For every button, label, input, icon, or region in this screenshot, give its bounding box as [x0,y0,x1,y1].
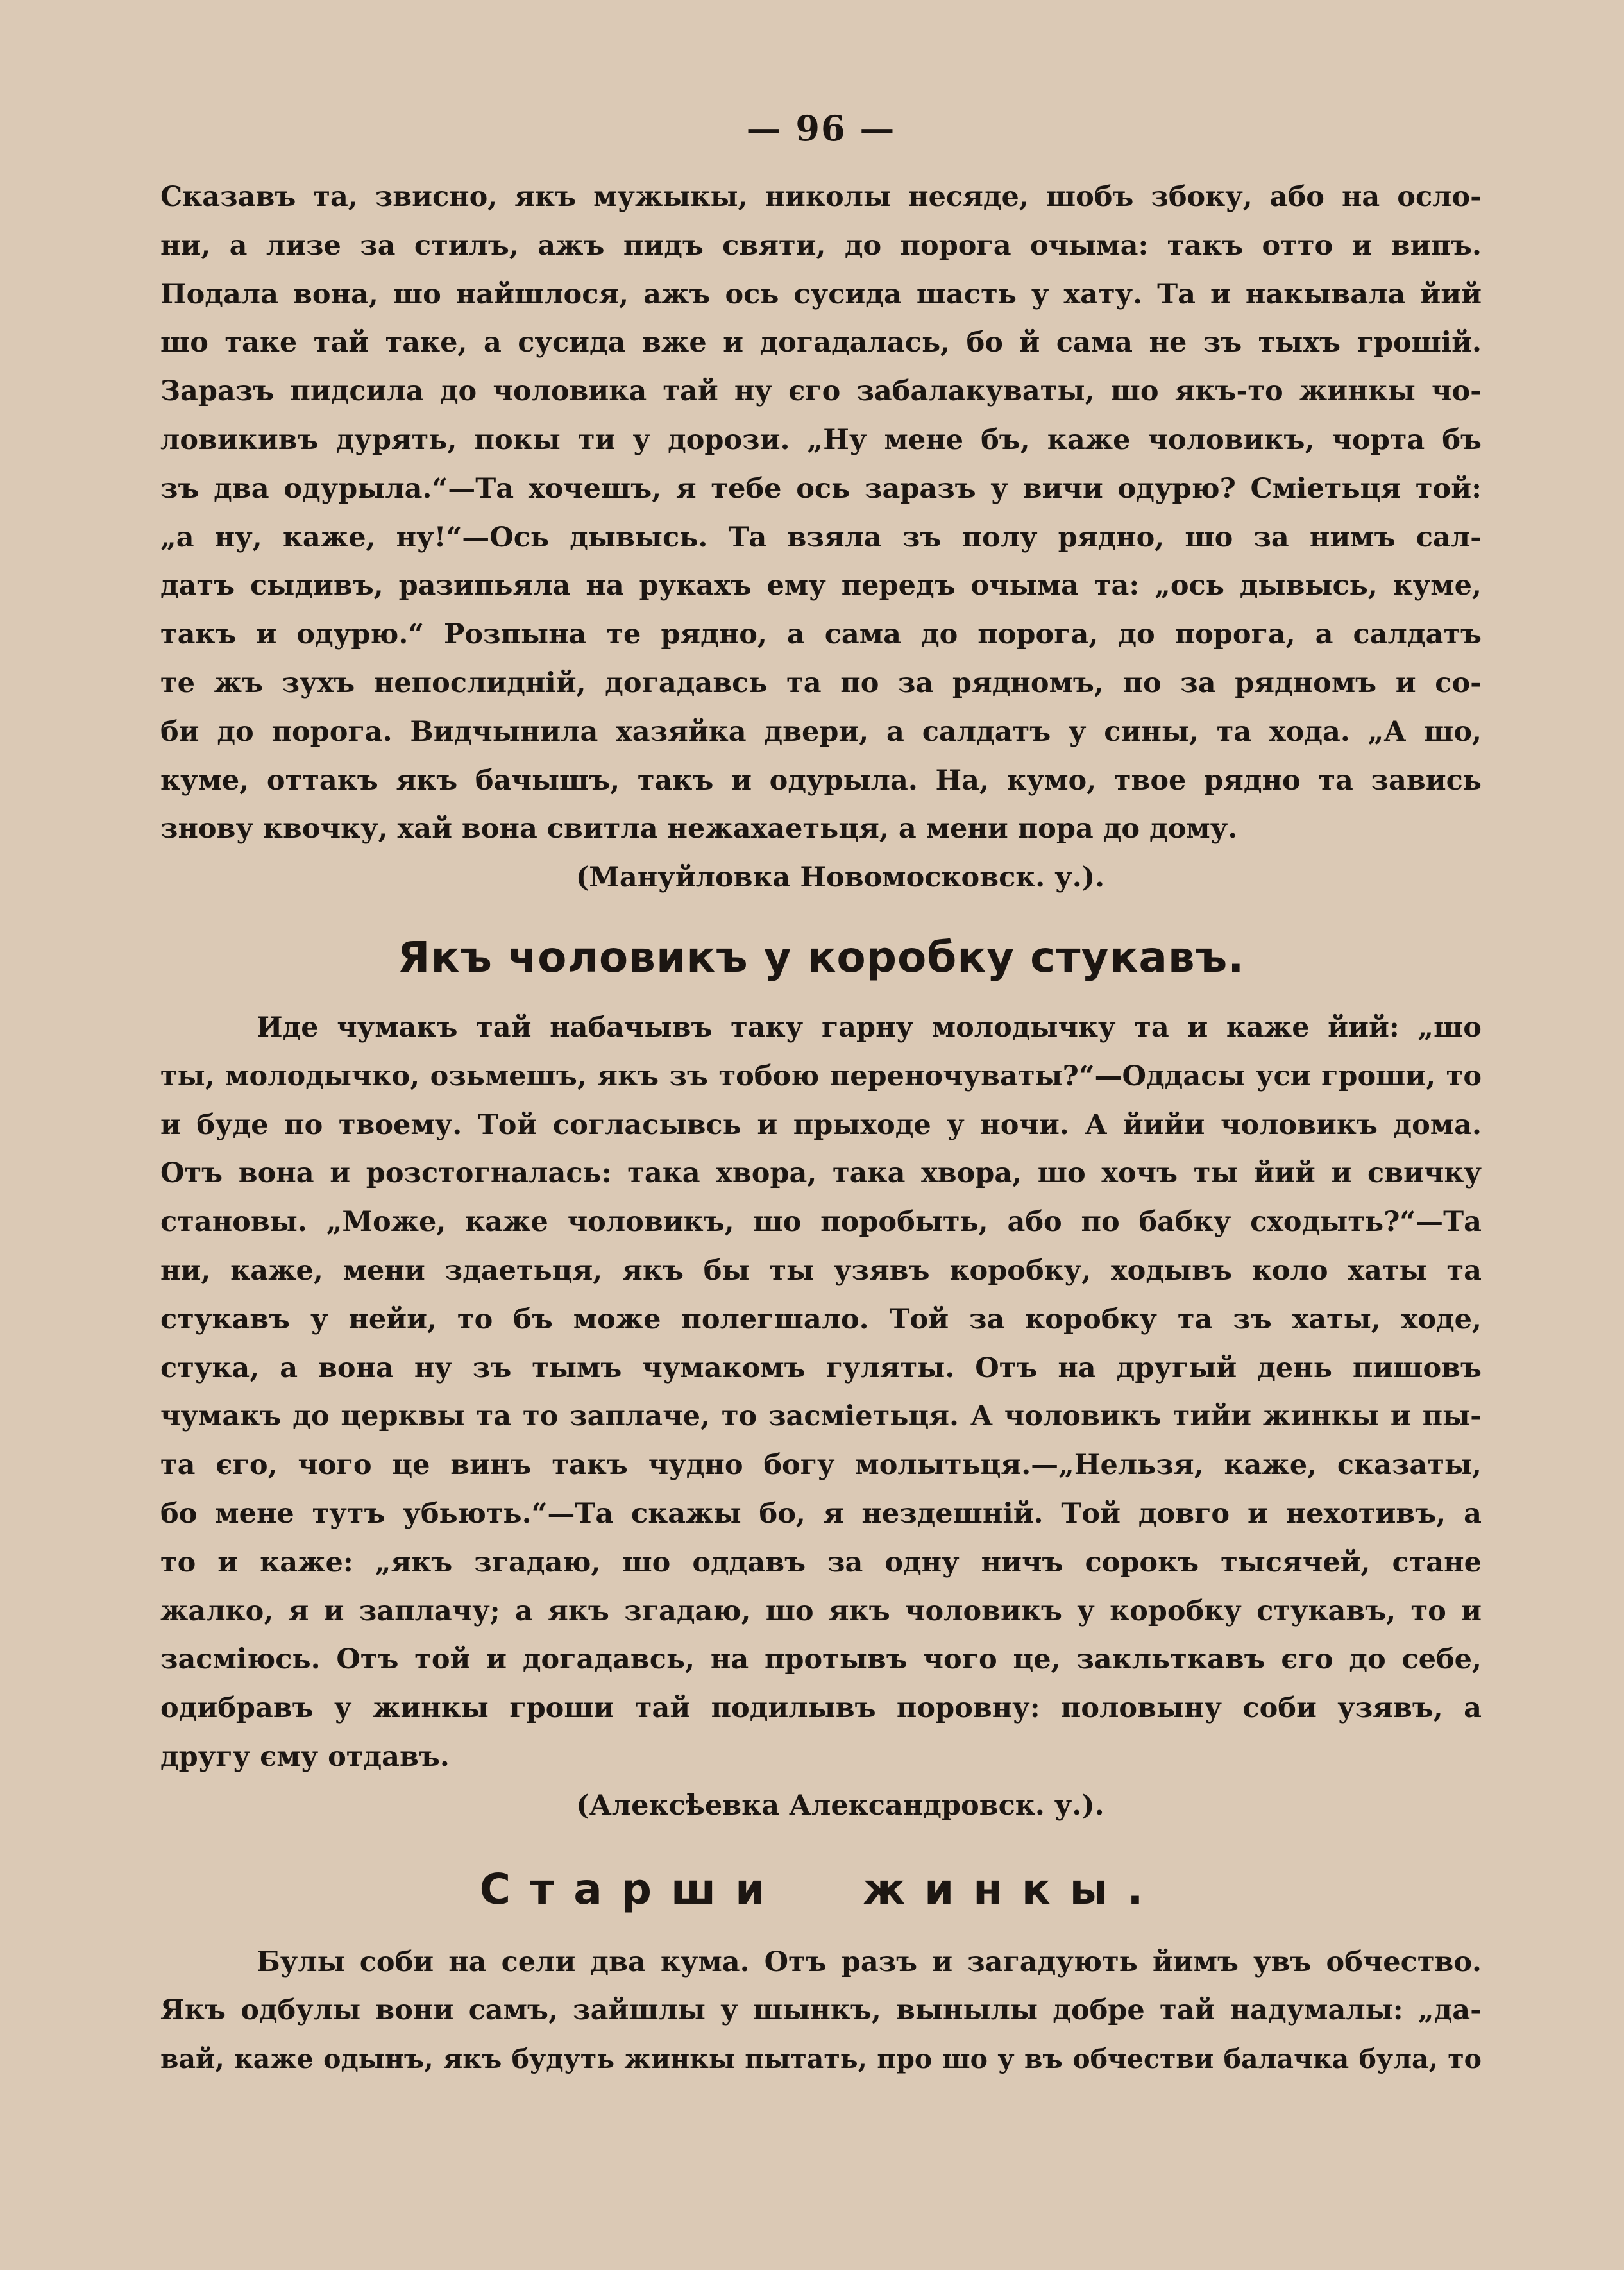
story-title: Якъ чоловикъ у коробку стукавъ. [397,932,1245,982]
text-line: ни, каже, мени здаетьця, якъ бы ты узявъ коробку, ходывъ коло хаты та [160,1254,1482,1287]
text-line: такъ и одурю.“ Розпына те рядно, а сама до порога, до порога, а салдатъ [160,618,1482,651]
text-line: становы. „Може, каже чоловикъ, шо поробыть, або по бабку сходыть?“—Та [160,1206,1482,1239]
text-line: Отъ вона и розстогналась: така хвора, така хвора, шо хочъ ты йий и свичку [160,1157,1482,1190]
text-line: ловикивъ дурять, покы ти у дорози. „Ну мене бъ, каже чоловикъ, чорта бъ [160,423,1482,456]
text-line: чумакъ до церквы та то заплаче, то засміетьця. А чоловикъ тийи жинкы и пы- [160,1400,1482,1433]
text-line: „а ну, каже, ну!“—Ось дывысь. Та взяла зъ полу рядно, шо за нимъ сал- [160,521,1482,554]
continued-story-text [160,173,1482,854]
text-line: засміюсь. Отъ той и догадавсь, на протывъ чого це, закльткавъ єго до себе, [160,1643,1482,1676]
story-two-text [160,1004,1482,1782]
text-line: вай, каже одынъ, якъ будуть жинкы пытать, про шо у въ обчестви балачка була, то [160,2044,1482,2075]
text-line: другу єму отдавъ. [160,1740,450,1773]
page-number: — 96 — [746,108,896,149]
text-line: жалко, я и заплачу; а якъ згадаю, шо якъ чоловикъ у коробку стукавъ, то и [160,1595,1482,1627]
text-line: зъ два одурыла.“—Та хочешъ, я тебе ось заразъ у вичи одурю? Сміетьця той: [160,472,1482,505]
text-line: то и каже: „якъ згадаю, шо оддавъ за одну ничъ сорокъ тысячей, стане [160,1546,1482,1579]
text-line: Булы соби на сели два кума. Отъ разъ и загадують йимъ увъ обчество. [257,1945,1482,1978]
text-line: Иде чумакъ тай набачывъ таку гарну молодычку та и каже йий: „шо [257,1011,1482,1044]
text-line: би до порога. Видчынила хазяйка двери, а салдатъ у сины, та хода. „А шо, [160,715,1482,748]
text-line: Подала вона, шо найшлося, ажъ ось сусида шасть у хату. Та и накывала йий [160,278,1482,310]
text-line: куме, оттакъ якъ бачышъ, такъ и одурыла. На, кумо, твое рядно та завись [160,764,1482,797]
text-line: датъ сыдивъ, разипьяла на рукахъ ему передъ очыма та: „ось дывысь, куме, [160,570,1482,602]
text-line: ни, а лизе за стилъ, ажъ пидъ святи, до порога очыма: такъ отто и випъ. [160,229,1482,262]
text-line: одибравъ у жинкы гроши тай подилывъ поровну: половыну соби узявъ, а [160,1692,1482,1725]
text-line: и буде по твоему. Той согласывсь и прыходе у ночи. А йийи чоловикъ дома. [160,1108,1482,1141]
text-line: та єго, чого це винъ такъ чудно богу молытьця.—„Нельзя, каже, сказаты, [160,1449,1482,1482]
text-line: знову квочку, хай вона свитла нежахаетьця, а мени пора до дому. [160,813,1238,845]
story-title: Старши жинкы. [479,1864,1163,1914]
text-line: стукавъ у нейи, то бъ може полегшало. Той за коробку та зъ хаты, ходе, [160,1303,1482,1335]
story-three-text [160,1938,1482,2084]
book-page [160,96,1482,2084]
text-line: Сказавъ та, звисно, якъ мужыкы, николы несяде, шобъ збоку, або на осло- [160,181,1482,213]
story-source: (Алексѣевка Александровск. у.). [576,1789,1104,1822]
text-line: Якъ одбулы вони самъ, зайшлы у шынкъ, вынылы добре тай надумалы: „да- [160,1994,1482,2027]
story-source: (Мануйловка Новомосковск. у.). [575,861,1105,894]
text-line: Заразъ пидсила до чоловика тай ну єго забалакуваты, шо якъ-то жинкы чо- [160,375,1482,408]
text-line: бо мене тутъ убьють.“—Та скажы бо, я нездешній. Той довго и нехотивъ, а [160,1497,1482,1530]
text-line: ты, молодычко, озьмешъ, якъ зъ тобою переночуваты?“—Оддасы уси гроши, то [160,1060,1482,1092]
text-line: стука, а вона ну зъ тымъ чумакомъ гуляты. Отъ на другый день пишовъ [160,1351,1482,1384]
text-line: шо таке тай таке, а сусида вже и догадалась, бо й сама не зъ тыхъ грошій. [160,326,1482,359]
text-line: те жъ зухъ непослидній, догадавсь та по за рядномъ, по за рядномъ и со- [160,666,1482,699]
